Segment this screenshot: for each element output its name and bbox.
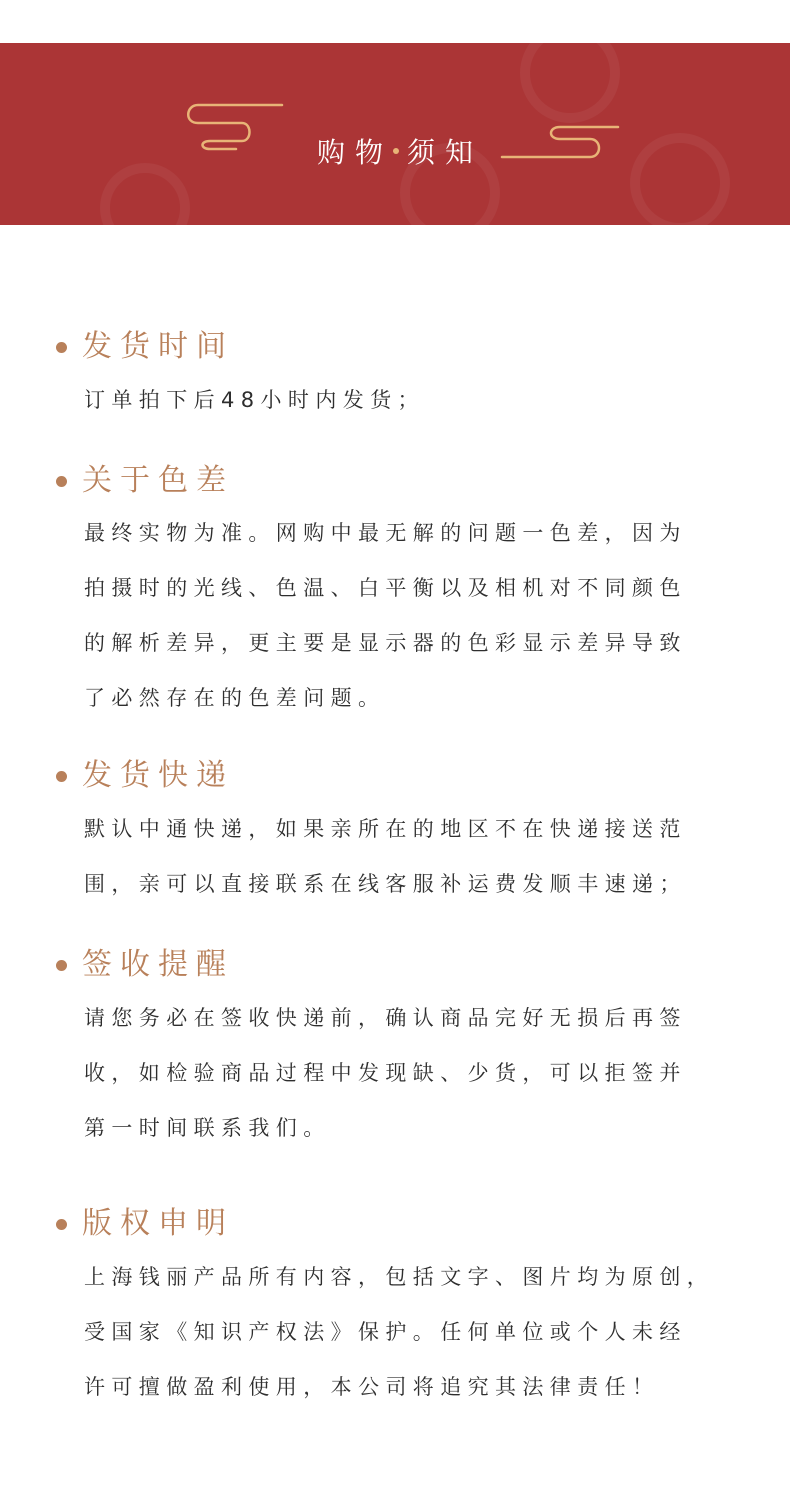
section-heading-courier: 发货快递 <box>82 758 234 793</box>
banner-title-left: 购物 <box>316 136 393 169</box>
section-body-receipt-reminder <box>84 991 724 1156</box>
title-dot-icon <box>393 148 399 154</box>
section-bullet-icon <box>56 771 67 782</box>
body-line: 最终实物为准。网购中最无解的问题一色差，因为 <box>84 521 687 545</box>
cloud-ornament-right-icon <box>498 121 628 166</box>
section-body-shipping-time <box>84 373 724 428</box>
body-line: 收，如检验商品过程中发现缺、少货，可以拒签并 <box>84 1061 687 1085</box>
section-body-color-difference <box>84 506 724 726</box>
section-bullet-icon <box>56 960 67 971</box>
section-heading-copyright: 版权申明 <box>82 1206 234 1241</box>
header-banner <box>0 43 790 225</box>
body-line: 第一时间联系我们。 <box>84 1116 331 1140</box>
banner-title-right: 须知 <box>407 136 484 169</box>
banner-title <box>0 131 790 171</box>
body-line: 围，亲可以直接联系在线客服补运费发顺丰速递； <box>84 872 687 896</box>
watermark-left <box>100 163 190 225</box>
body-line: 上海钱丽产品所有内容，包括文字、图片均为原创， <box>84 1265 715 1289</box>
watermark-right-top <box>520 43 620 123</box>
section-bullet-icon <box>56 476 67 487</box>
body-line: 受国家《知识产权法》保护。任何单位或个人未经 <box>84 1320 687 1344</box>
body-line: 订单拍下后48小时内发货； <box>84 388 425 412</box>
section-body-courier <box>84 802 724 912</box>
section-bullet-icon <box>56 342 67 353</box>
body-line: 默认中通快递，如果亲所在的地区不在快递接送范 <box>84 817 687 841</box>
section-heading-color-difference: 关于色差 <box>82 463 234 498</box>
body-line: 拍摄时的光线、色温、白平衡以及相机对不同颜色 <box>84 576 687 600</box>
body-line: 的解析差异，更主要是显示器的色彩显示差异导致 <box>84 631 687 655</box>
body-line: 了必然存在的色差问题。 <box>84 686 386 710</box>
section-heading-shipping-time: 发货时间 <box>82 329 234 364</box>
section-body-copyright <box>84 1250 724 1415</box>
section-bullet-icon <box>56 1219 67 1230</box>
section-heading-receipt-reminder: 签收提醒 <box>82 947 234 982</box>
body-line: 许可擅做盈利使用，本公司将追究其法律责任！ <box>84 1375 660 1399</box>
body-line: 请您务必在签收快递前，确认商品完好无损后再签 <box>84 1006 687 1030</box>
